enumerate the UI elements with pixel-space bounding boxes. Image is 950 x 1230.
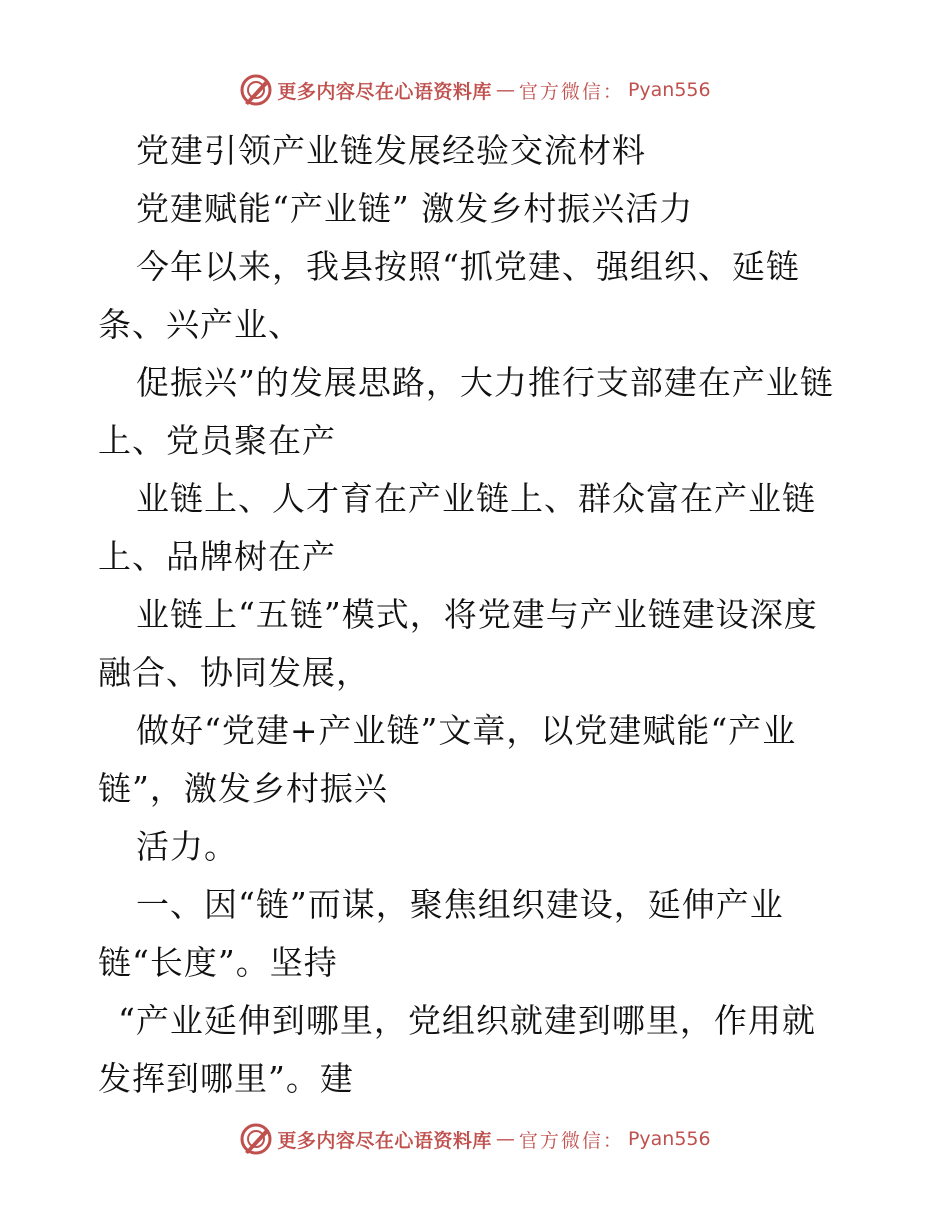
- document-title: 党建引领产业链发展经验交流材料: [136, 131, 646, 170]
- watermark-official-label: 官方微信：: [518, 80, 624, 103]
- document-subtitle: 党建赋能“产业链” 激发乡村振兴活力: [136, 189, 694, 228]
- pen-logo-icon: [239, 73, 273, 107]
- paragraph-line: 做好“党建+产业链”文章，以党建赋能“产业: [136, 711, 797, 750]
- pen-logo-icon: [239, 1122, 273, 1156]
- paragraph-line: 今年以来，我县按照“抓党建、强组织、延链: [136, 247, 800, 286]
- paragraph-line: 业链上、人才育在产业链上、群众富在产业链: [136, 479, 816, 518]
- section-heading-line: 一、因“链”而谋，聚焦组织建设，延伸产业: [136, 885, 784, 924]
- paragraph-line: 链“长度”。坚持: [98, 943, 338, 982]
- watermark-official-label: 官方微信：: [518, 1129, 624, 1152]
- paragraph-line: 上、党员聚在产: [98, 421, 336, 460]
- watermark-text: 更多内容尽在心语资料库: [277, 80, 492, 103]
- paragraph-line: 发挥到哪里”。建: [98, 1059, 354, 1098]
- paragraph-line: 活力。: [136, 827, 238, 866]
- paragraph-line: 链”，激发乡村振兴: [98, 769, 388, 808]
- watermark-wechat-id: Pyan556: [627, 79, 711, 101]
- watermark-separator: —: [495, 1128, 515, 1150]
- document-body: [98, 122, 858, 1108]
- paragraph-line: 上、品牌树在产: [98, 537, 336, 576]
- footer-watermark: [0, 1119, 950, 1159]
- paragraph-line: 条、兴产业、: [98, 305, 302, 344]
- watermark-text: 更多内容尽在心语资料库: [277, 1129, 492, 1152]
- paragraph-line: “产业延伸到哪里，党组织就建到哪里，作用就: [118, 1001, 816, 1040]
- paragraph-line: 促振兴”的发展思路，大力推行支部建在产业链: [136, 363, 834, 402]
- paragraph-line: 业链上“五链”模式，将党建与产业链建设深度: [136, 595, 818, 634]
- watermark-wechat-id: Pyan556: [627, 1128, 711, 1150]
- paragraph-line: 融合、协同发展，: [98, 653, 370, 692]
- header-watermark: [0, 70, 950, 110]
- watermark-separator: —: [495, 79, 515, 101]
